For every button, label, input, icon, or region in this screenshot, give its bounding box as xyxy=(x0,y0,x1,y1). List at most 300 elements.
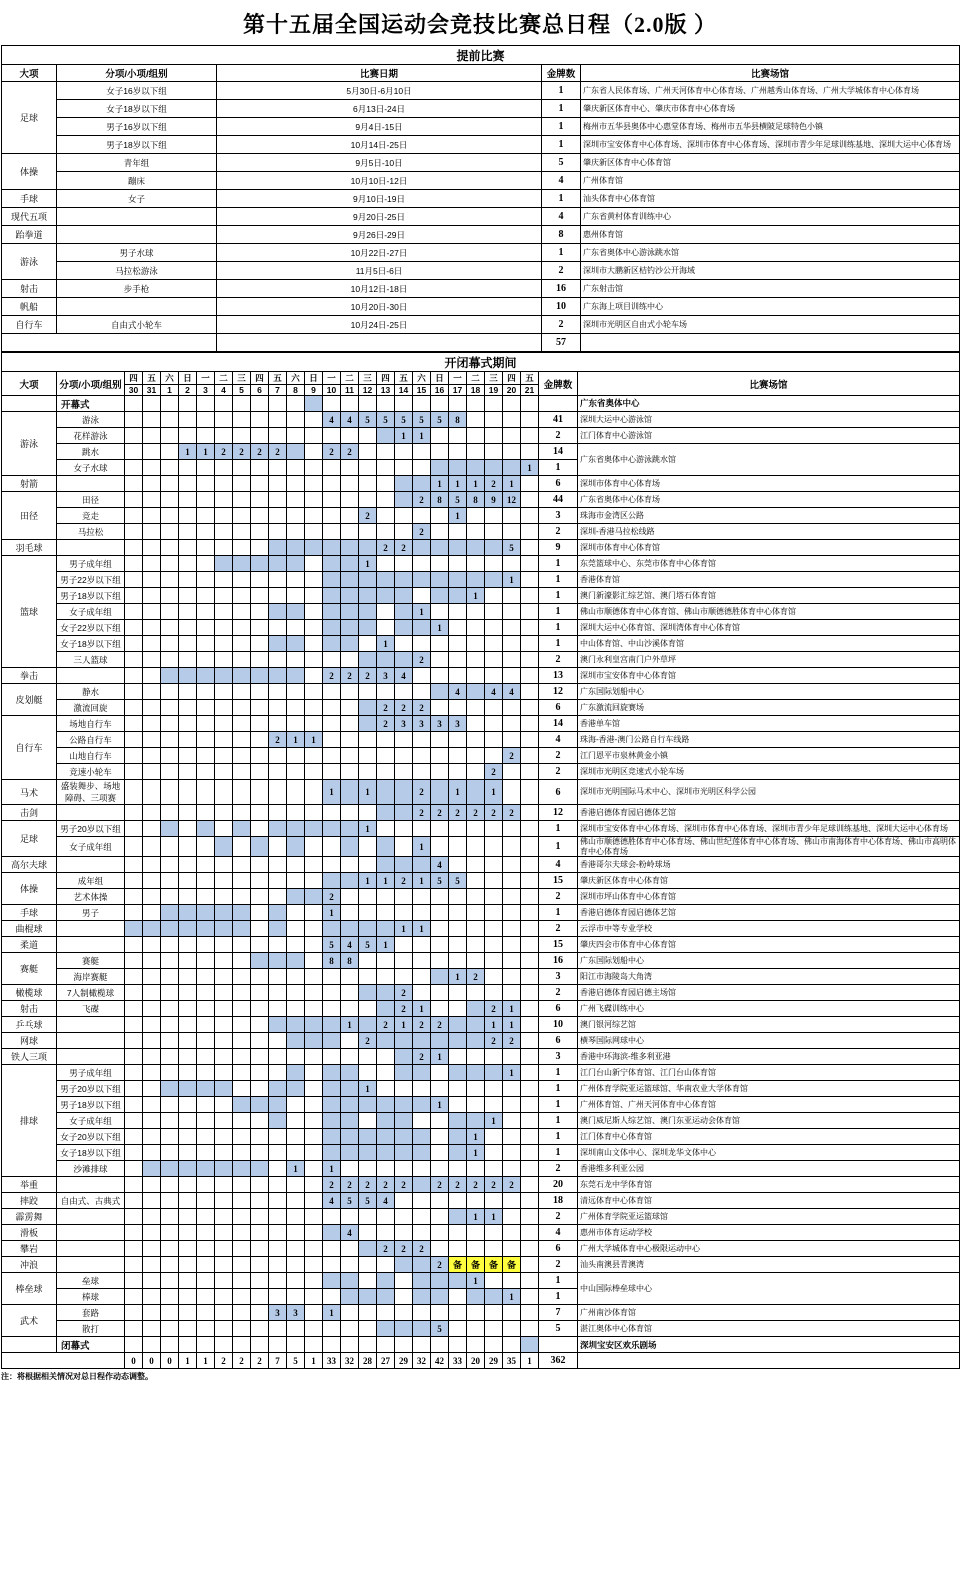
day-cell xyxy=(215,508,233,524)
day-cell xyxy=(359,857,377,873)
day-cell xyxy=(143,857,161,873)
date-cell: 10月14日-25日 xyxy=(217,136,542,154)
event-label-cell: 女子18岁以下组 xyxy=(57,100,217,118)
day-cell xyxy=(233,857,251,873)
day-cell xyxy=(233,780,251,805)
daily-total-cell: 29 xyxy=(395,1353,413,1369)
day-medal-cell: 2 xyxy=(431,1177,449,1193)
day-cell xyxy=(125,476,143,492)
day-medal-cell: 1 xyxy=(449,969,467,985)
day-cell xyxy=(305,1097,323,1113)
day-cell xyxy=(251,508,269,524)
day-cell xyxy=(269,764,287,780)
day-medal-cell: 2 xyxy=(341,668,359,684)
competition-day-cell xyxy=(485,1289,503,1305)
day-cell xyxy=(467,1305,485,1321)
competition-day-cell xyxy=(251,1097,269,1113)
day-cell xyxy=(197,428,215,444)
event-label-cell xyxy=(57,921,125,937)
day-cell xyxy=(269,716,287,732)
medal-count-cell: 1 xyxy=(539,1145,578,1161)
sport-cell: 射箭 xyxy=(2,476,57,492)
day-cell xyxy=(251,1321,269,1337)
competition-day-cell xyxy=(395,1145,413,1161)
event-label-cell xyxy=(57,476,125,492)
competition-day-cell xyxy=(449,460,467,476)
day-medal-cell: 2 xyxy=(431,1017,449,1033)
day-cell xyxy=(251,857,269,873)
day-medal-cell: 4 xyxy=(341,937,359,953)
daily-total-cell: 28 xyxy=(359,1353,377,1369)
competition-day-cell xyxy=(197,668,215,684)
day-cell xyxy=(485,1049,503,1065)
day-cell xyxy=(341,1209,359,1225)
competition-day-cell xyxy=(269,953,287,969)
day-cell xyxy=(125,837,143,857)
day-cell xyxy=(161,873,179,889)
sport-cell: 网球 xyxy=(2,1033,57,1049)
day-cell xyxy=(233,604,251,620)
day-cell xyxy=(431,764,449,780)
day-cell xyxy=(449,620,467,636)
day-cell xyxy=(503,1241,521,1257)
day-medal-cell: 2 xyxy=(413,700,431,716)
competition-day-cell xyxy=(269,556,287,572)
day-medal-cell: 1 xyxy=(449,508,467,524)
competition-day-cell xyxy=(359,700,377,716)
day-cell xyxy=(323,1337,341,1353)
competition-day-cell xyxy=(161,1161,179,1177)
day-cell xyxy=(179,636,197,652)
day-cell xyxy=(377,1065,395,1081)
day-cell xyxy=(269,652,287,668)
medal-count-cell: 1 xyxy=(539,1273,578,1289)
schedule-row xyxy=(2,921,960,937)
sport-cell: 手球 xyxy=(2,190,57,208)
blank-cell xyxy=(2,1353,125,1369)
event-label-cell xyxy=(57,208,217,226)
day-cell xyxy=(395,764,413,780)
venue-cell: 广东射击馆 xyxy=(581,280,960,298)
day-cell xyxy=(215,1097,233,1113)
schedule-row xyxy=(2,821,960,837)
day-cell xyxy=(179,1001,197,1017)
day-cell xyxy=(431,732,449,748)
day-cell xyxy=(197,636,215,652)
day-cell xyxy=(305,572,323,588)
day-cell xyxy=(305,1001,323,1017)
day-cell xyxy=(395,1081,413,1097)
competition-day-cell xyxy=(431,1289,449,1305)
day-cell xyxy=(377,1161,395,1177)
day-cell xyxy=(197,476,215,492)
schedule-row xyxy=(2,732,960,748)
day-cell xyxy=(125,572,143,588)
sport-cell: 攀岩 xyxy=(2,1241,57,1257)
day-cell xyxy=(341,492,359,508)
day-cell xyxy=(521,857,539,873)
day-cell xyxy=(323,700,341,716)
early-event-row xyxy=(2,316,960,334)
day-cell xyxy=(269,1065,287,1081)
competition-day-cell xyxy=(359,652,377,668)
competition-day-cell xyxy=(467,460,485,476)
date-number-cell: 13 xyxy=(377,385,395,396)
day-cell xyxy=(125,873,143,889)
early-event-row xyxy=(2,280,960,298)
day-cell xyxy=(161,636,179,652)
competition-day-cell xyxy=(323,1065,341,1081)
day-cell xyxy=(251,905,269,921)
day-cell xyxy=(485,985,503,1001)
day-cell xyxy=(179,780,197,805)
day-cell xyxy=(413,1161,431,1177)
medal-count-cell: 20 xyxy=(539,1177,578,1193)
day-medal-cell: 1 xyxy=(395,428,413,444)
day-cell xyxy=(431,1193,449,1209)
competition-day-cell xyxy=(359,620,377,636)
day-cell xyxy=(287,412,305,428)
reserve-day-cell: 备 xyxy=(449,1257,467,1273)
section1-column-header-row xyxy=(2,65,960,82)
day-cell xyxy=(467,985,485,1001)
day-cell xyxy=(269,620,287,636)
day-cell xyxy=(485,1145,503,1161)
day-cell xyxy=(143,889,161,905)
competition-day-cell xyxy=(485,1065,503,1081)
day-cell xyxy=(179,652,197,668)
day-cell xyxy=(341,1305,359,1321)
day-cell xyxy=(521,1049,539,1065)
event-label-cell: 男子20岁以下组 xyxy=(57,1081,125,1097)
day-medal-cell: 2 xyxy=(413,780,431,805)
event-label-cell: 男子水球 xyxy=(57,244,217,262)
day-cell xyxy=(233,805,251,821)
competition-day-cell xyxy=(413,857,431,873)
sport-cell: 自行车 xyxy=(2,316,57,334)
competition-day-cell xyxy=(287,1033,305,1049)
day-cell xyxy=(395,889,413,905)
day-cell xyxy=(341,700,359,716)
event-label-cell: 男子20岁以下组 xyxy=(57,821,125,837)
sport-cell: 游泳 xyxy=(2,412,57,476)
medal-count-cell: 1 xyxy=(539,1097,578,1113)
venue-cell: 江门体育中心游泳馆 xyxy=(578,428,960,444)
venue-cell: 深圳宝安区欢乐剧场 xyxy=(578,1337,960,1353)
day-cell xyxy=(449,556,467,572)
day-cell xyxy=(197,1001,215,1017)
day-cell xyxy=(161,837,179,857)
day-cell xyxy=(377,764,395,780)
daily-total-cell: 2 xyxy=(251,1353,269,1369)
day-cell xyxy=(269,889,287,905)
venue-cell: 香港体育馆 xyxy=(578,572,960,588)
day-cell xyxy=(233,684,251,700)
day-cell xyxy=(395,953,413,969)
day-cell xyxy=(485,1129,503,1145)
day-medal-cell: 5 xyxy=(449,873,467,889)
day-cell xyxy=(323,732,341,748)
schedule-row xyxy=(2,1337,960,1353)
event-label-cell: 女子16岁以下组 xyxy=(57,82,217,100)
competition-day-cell xyxy=(323,620,341,636)
day-cell xyxy=(503,412,521,428)
competition-day-cell xyxy=(377,588,395,604)
competition-day-cell xyxy=(251,837,269,857)
early-event-row xyxy=(2,262,960,280)
day-medal-cell: 1 xyxy=(503,476,521,492)
competition-day-cell xyxy=(233,556,251,572)
venue-cell: 肇庆四会市体育中心体育馆 xyxy=(578,937,960,953)
day-cell xyxy=(395,937,413,953)
day-cell xyxy=(233,1209,251,1225)
day-cell xyxy=(161,985,179,1001)
day-cell xyxy=(125,620,143,636)
day-cell xyxy=(431,604,449,620)
day-cell xyxy=(287,1129,305,1145)
day-medal-cell: 1 xyxy=(413,921,431,937)
day-cell xyxy=(341,428,359,444)
day-cell xyxy=(287,396,305,412)
date-number-cell: 16 xyxy=(431,385,449,396)
day-cell xyxy=(503,1321,521,1337)
day-medal-cell: 3 xyxy=(269,1305,287,1321)
day-cell xyxy=(413,508,431,524)
early-competition-table xyxy=(1,45,960,352)
early-event-row xyxy=(2,154,960,172)
day-cell xyxy=(125,748,143,764)
day-cell xyxy=(485,889,503,905)
medal-count-cell: 1 xyxy=(539,837,578,857)
schedule-row xyxy=(2,1225,960,1241)
day-cell xyxy=(215,460,233,476)
day-cell xyxy=(323,428,341,444)
day-cell xyxy=(251,1257,269,1273)
day-cell xyxy=(377,821,395,837)
competition-day-cell xyxy=(395,1033,413,1049)
event-label-cell: 女子成年组 xyxy=(57,1113,125,1129)
competition-day-cell xyxy=(431,969,449,985)
competition-day-cell xyxy=(431,1273,449,1289)
competition-day-cell xyxy=(395,805,413,821)
date-number-cell: 14 xyxy=(395,385,413,396)
venue-cell: 广东省奥体中心 xyxy=(578,396,960,412)
day-cell xyxy=(521,764,539,780)
competition-day-cell xyxy=(287,540,305,556)
section1-header-row xyxy=(2,46,960,65)
day-cell xyxy=(161,556,179,572)
day-cell xyxy=(521,668,539,684)
day-medal-cell: 2 xyxy=(413,1017,431,1033)
day-cell xyxy=(269,1257,287,1273)
day-cell xyxy=(341,1337,359,1353)
day-medal-cell: 2 xyxy=(359,1033,377,1049)
day-medal-cell: 1 xyxy=(305,732,323,748)
day-cell xyxy=(251,1305,269,1321)
schedule-row xyxy=(2,668,960,684)
day-cell xyxy=(161,444,179,460)
day-cell xyxy=(503,1097,521,1113)
day-cell xyxy=(269,1321,287,1337)
day-cell xyxy=(359,1337,377,1353)
day-cell xyxy=(305,780,323,805)
day-cell xyxy=(503,444,521,460)
day-cell xyxy=(395,748,413,764)
day-cell xyxy=(521,780,539,805)
day-cell xyxy=(269,396,287,412)
day-cell xyxy=(467,1161,485,1177)
competition-day-cell xyxy=(467,1113,485,1129)
day-cell xyxy=(431,985,449,1001)
day-cell xyxy=(305,508,323,524)
day-cell xyxy=(503,1081,521,1097)
day-cell xyxy=(359,636,377,652)
weekday-cell: 一 xyxy=(323,372,341,385)
day-cell xyxy=(521,748,539,764)
day-cell xyxy=(485,1241,503,1257)
day-cell xyxy=(521,572,539,588)
day-cell xyxy=(395,396,413,412)
event-label-cell: 沙滩排球 xyxy=(57,1161,125,1177)
day-cell xyxy=(269,524,287,540)
day-cell xyxy=(161,476,179,492)
day-cell xyxy=(485,396,503,412)
day-cell xyxy=(305,1049,323,1065)
competition-day-cell xyxy=(377,857,395,873)
day-cell xyxy=(179,492,197,508)
day-cell xyxy=(197,716,215,732)
schedule-row xyxy=(2,1097,960,1113)
medal-count-cell: 1 xyxy=(542,136,581,154)
day-cell xyxy=(395,905,413,921)
day-cell xyxy=(305,1273,323,1289)
day-cell xyxy=(269,857,287,873)
competition-day-cell xyxy=(359,1097,377,1113)
day-cell xyxy=(521,540,539,556)
schedule-row xyxy=(2,396,960,412)
competition-day-cell xyxy=(377,985,395,1001)
day-cell xyxy=(251,1001,269,1017)
competition-day-cell xyxy=(413,572,431,588)
competition-day-cell xyxy=(359,1289,377,1305)
day-cell xyxy=(503,556,521,572)
day-cell xyxy=(197,1017,215,1033)
day-cell xyxy=(233,460,251,476)
date-number-cell: 9 xyxy=(305,385,323,396)
venue-cell: 深圳市光明区自由式小轮车场 xyxy=(581,316,960,334)
day-cell xyxy=(197,460,215,476)
day-cell xyxy=(395,837,413,857)
competition-day-cell xyxy=(305,821,323,837)
competition-day-cell xyxy=(215,1081,233,1097)
sport-cell xyxy=(2,1337,57,1353)
day-cell xyxy=(179,1241,197,1257)
venue-cell: 汕头南澳县青澳湾 xyxy=(578,1257,960,1273)
day-cell xyxy=(287,1289,305,1305)
day-cell xyxy=(197,780,215,805)
day-cell xyxy=(215,937,233,953)
event-label-cell: 竞走 xyxy=(57,508,125,524)
weekday-cell: 三 xyxy=(485,372,503,385)
date-cell: 10月10日-12日 xyxy=(217,172,542,190)
day-cell xyxy=(197,1305,215,1321)
day-medal-cell: 1 xyxy=(413,604,431,620)
competition-day-cell xyxy=(287,636,305,652)
day-cell xyxy=(251,1177,269,1193)
day-cell xyxy=(143,396,161,412)
venue-cell: 广州飞碟训练中心 xyxy=(578,1001,960,1017)
day-cell xyxy=(215,1321,233,1337)
venue-cell: 江门台山新宁体育馆、江门台山体育馆 xyxy=(578,1065,960,1081)
day-medal-cell: 2 xyxy=(323,889,341,905)
sport-cell: 射击 xyxy=(2,280,57,298)
competition-day-cell xyxy=(359,1017,377,1033)
day-cell xyxy=(305,428,323,444)
competition-day-cell xyxy=(395,588,413,604)
venue-cell: 深圳市大鹏新区桔钓沙公开海域 xyxy=(581,262,960,280)
day-medal-cell: 8 xyxy=(341,953,359,969)
schedule-row xyxy=(2,508,960,524)
day-cell xyxy=(143,1241,161,1257)
day-cell xyxy=(125,1225,143,1241)
day-cell xyxy=(233,1017,251,1033)
day-cell xyxy=(413,668,431,684)
competition-day-cell xyxy=(413,1177,431,1193)
day-cell xyxy=(377,492,395,508)
day-medal-cell: 4 xyxy=(503,684,521,700)
event-label-cell: 公路自行车 xyxy=(57,732,125,748)
day-cell xyxy=(467,636,485,652)
venue-cell: 香港维多利亚公园 xyxy=(578,1161,960,1177)
schedule-row xyxy=(2,1049,960,1065)
day-cell xyxy=(485,905,503,921)
day-cell xyxy=(143,1145,161,1161)
schedule-row xyxy=(2,620,960,636)
day-cell xyxy=(161,1209,179,1225)
day-cell xyxy=(449,953,467,969)
schedule-row xyxy=(2,889,960,905)
competition-day-cell xyxy=(395,572,413,588)
day-cell xyxy=(377,1209,395,1225)
day-medal-cell: 1 xyxy=(323,1305,341,1321)
day-cell xyxy=(143,937,161,953)
event-label-cell: 山地自行车 xyxy=(57,748,125,764)
day-cell xyxy=(143,652,161,668)
day-cell xyxy=(251,937,269,953)
day-cell xyxy=(251,1049,269,1065)
day-cell xyxy=(449,1001,467,1017)
day-cell xyxy=(521,1081,539,1097)
venue-cell: 香港中环海滨-维多利亚港 xyxy=(578,1049,960,1065)
venue-cell: 惠州体育馆 xyxy=(581,226,960,244)
day-medal-cell: 4 xyxy=(323,1193,341,1209)
venue-cell: 广东省人民体育场、广州天河体育中心体育场、广州越秀山体育场、广州大学城体育中心体育场 xyxy=(581,82,960,100)
day-medal-cell: 2 xyxy=(377,1177,395,1193)
day-cell xyxy=(323,969,341,985)
day-cell xyxy=(323,1321,341,1337)
day-cell xyxy=(485,412,503,428)
day-cell xyxy=(197,700,215,716)
day-cell xyxy=(215,1033,233,1049)
sport-cell: 皮划艇 xyxy=(2,684,57,716)
day-cell xyxy=(179,1177,197,1193)
competition-day-cell xyxy=(233,668,251,684)
day-cell xyxy=(125,1305,143,1321)
day-medal-cell: 3 xyxy=(449,716,467,732)
event-label-cell: 7人制橄榄球 xyxy=(57,985,125,1001)
day-cell xyxy=(449,1241,467,1257)
day-medal-cell: 2 xyxy=(341,444,359,460)
